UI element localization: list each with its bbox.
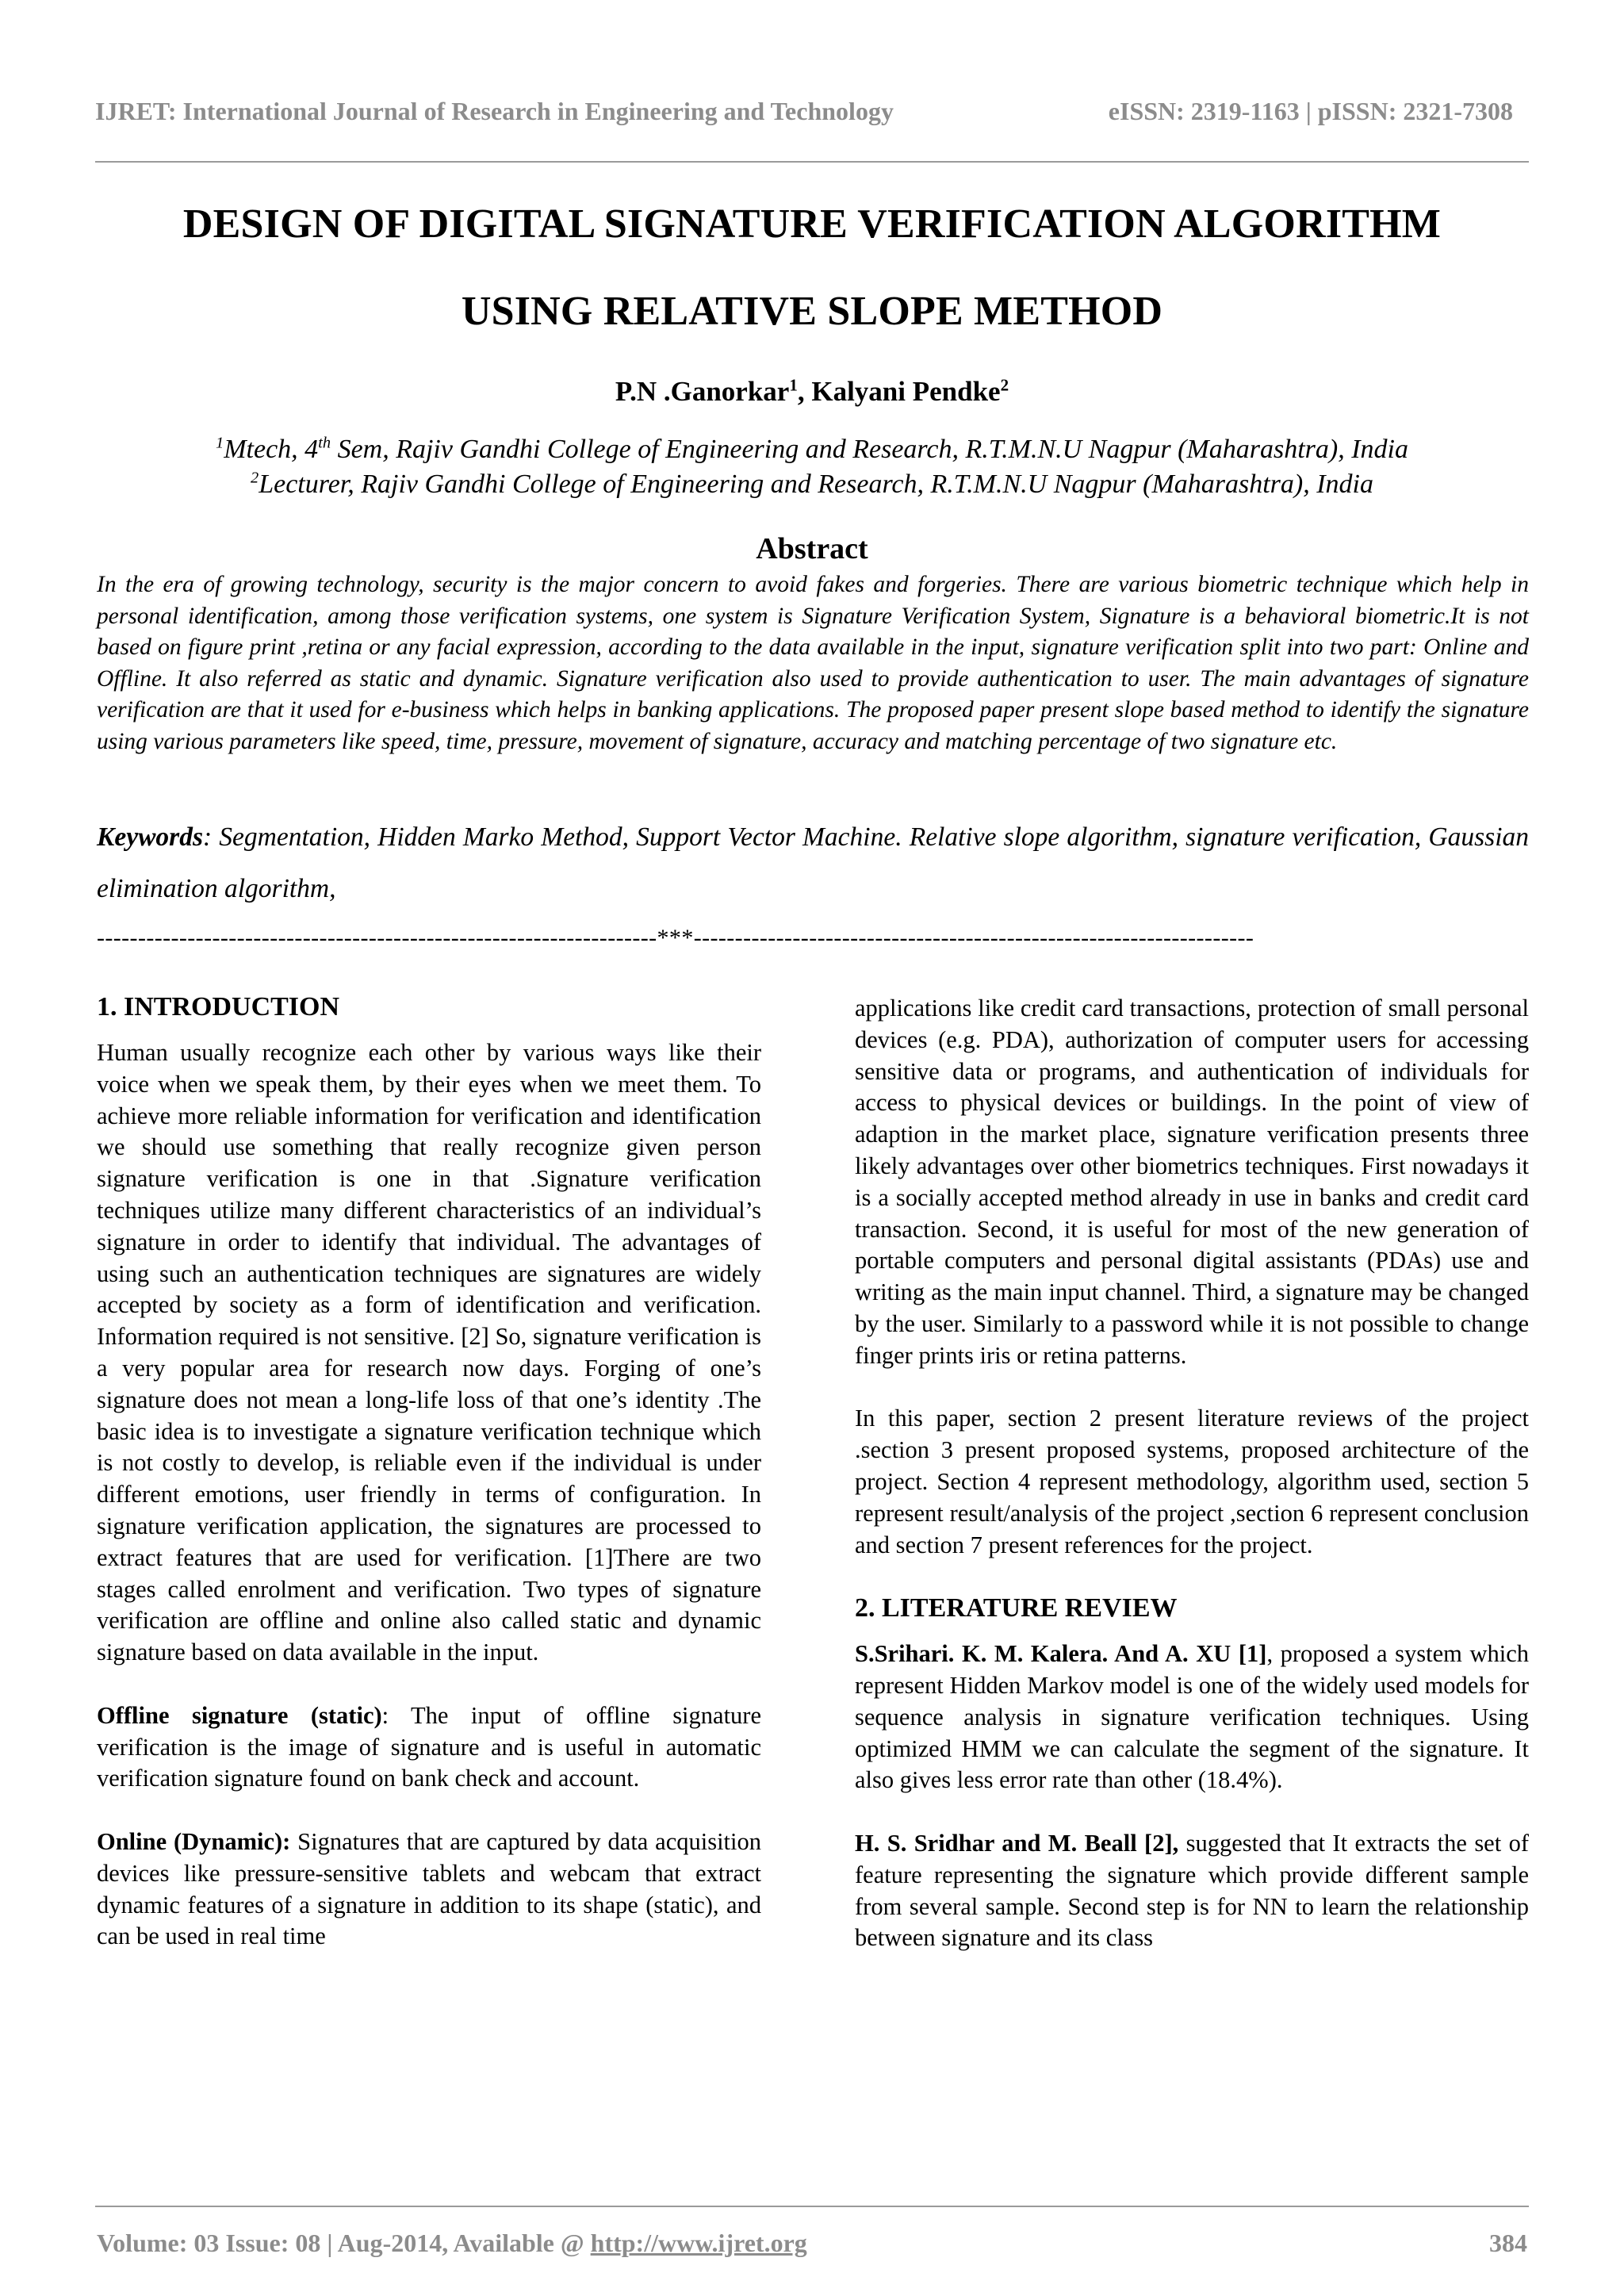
literature-item-1-authors: S.Srihari. K. M. Kalera. And A. XU [1] (855, 1640, 1267, 1668)
footer-volume-text: Volume: 03 Issue: 08 | Aug-2014, Available @ (97, 2229, 591, 2257)
literature-heading: 2. LITERATURE REVIEW (855, 1593, 1178, 1623)
offline-paragraph (97, 1700, 761, 1795)
affiliations (95, 432, 1529, 502)
journal-name: IJRET: International Journal of Research in Engineering and Technology (95, 97, 894, 125)
right-column (855, 993, 1529, 1986)
journal-link[interactable]: http://www.ijret.org (590, 2229, 807, 2257)
footer-rule (95, 2206, 1529, 2207)
author-2-affil: 2 (1000, 375, 1009, 395)
intro-heading: 1. INTRODUCTION (97, 992, 340, 1022)
title-line-2: USING RELATIVE SLOPE METHOD (461, 289, 1163, 334)
affiliation-1-text-b: Sem, Rajiv Gandhi College of Engineering and Research, R.T.M.N.U Nagpur (Maharashtra), India (331, 435, 1408, 464)
affiliation-2 (95, 467, 1529, 502)
offline-label: Offline signature (static) (97, 1701, 382, 1729)
literature-item-1-text: , proposed a system which represent Hidden Markov model is one of the widely used models for sequence analysis in signature verification techniques. Using optimized HMM we can calculate the segment of the signature. It also gives less error rate than other (18.4%). (855, 1640, 1529, 1794)
literature-item-1 (855, 1639, 1529, 1796)
online-text: Signatures that are captured by data acquisition devices like pressure-sensitive tablets and webcam that extract dynamic features of a signature in addition to its shape (static), and can be used in real time (97, 1827, 761, 1950)
author-1-affil: 1 (789, 375, 798, 395)
keywords-label: Keywords (97, 822, 203, 852)
abstract-heading: Abstract (756, 532, 868, 565)
intro-paragraph: Human usually recognize each other by various ways like their voice when we speak them, by their eyes when we meet them. To achieve more reliable information for verification and identification we should use something that really recognize given person signature verification is one in that .Signature verification techniques utilize many different characteristics of an individual’s signature in order to identify that individual. The advantages of using such an authentication techniques are signatures are widely accepted by society as a form of identification and verification. Information required is not sensitive. [2] So, signature verification is a very popular area for research now days. Forging of one’s signature does not mean a long-life loss of that one’s identity .The basic idea is to investigate a signature verification technique which is not costly to develop, is reliable even if the individual is under different emotions, user friendly in terms of configuration. In signature verification application, the signatures are processed to extract features that are used for verification. [1]There are two stages called enrolment and verification. Two types of signature verification are offline and online also called static and dynamic signature based on data available in the input. (97, 1039, 761, 1666)
section-divider: --------------------------------------------------------------------***-------------------------------------------------------------------- (97, 925, 1254, 951)
affiliation-1 (95, 432, 1529, 467)
affiliation-1-ordinal: th (318, 434, 331, 452)
affiliation-1-mark: 1 (216, 434, 224, 452)
issn-info: eISSN: 2319-1163 | pISSN: 2321-7308 (1108, 97, 1513, 125)
left-column (97, 991, 761, 1984)
author-1: P.N .Ganorkar (615, 376, 790, 407)
author-list (95, 376, 1529, 408)
applications-paragraph: applications like credit card transactions, protection of small personal devices (e.g. PDA), authorization of computer users for accessing sensitive data or programs, and authentication of individuals for access to physical devices or buildings. In the point of view of adaption in the market place, signature verification presents three likely advantages over other biometrics techniques. First nowadays it is a socially accepted method already in use in banks and credit card transaction. Second, it is useful for most of the new generation of portable computers and personal digital assistants (PDAs) use and writing as the main input channel. Third, a signature may be changed by the user. Similarly to a password while it is not possible to change finger prints iris or retina patterns. (855, 995, 1529, 1369)
keywords-text: : Segmentation, Hidden Marko Method, Support Vector Machine. Relative slope algorithm, signature verification, Gaussian elimination algorithm, (97, 822, 1529, 903)
author-2: Kalyani Pendke (811, 376, 1001, 407)
literature-item-2-authors: H. S. Sridhar and M. Beall [2], (855, 1829, 1179, 1857)
online-paragraph (97, 1826, 761, 1953)
running-header (95, 97, 1529, 128)
affiliation-1-text-a: Mtech, 4 (224, 435, 319, 464)
footer-volume (97, 2229, 807, 2258)
title-line-1: DESIGN OF DIGITAL SIGNATURE VERIFICATION ALGORITHM (182, 201, 1442, 247)
page-number: 384 (1489, 2229, 1527, 2257)
literature-item-2-text: suggested that It extracts the set of feature representing the signature which provide different sample from several sample. Second step is for NN to learn the relationship between signature and its class (855, 1829, 1529, 1952)
abstract-text: In the era of growing technology, security is the major concern to avoid fakes and forgeries. There are various biometric technique which help in personal identification, among those verification systems, one system is Signature Verification System, Signature is a behavioral biometric.It is not based on figure print ,retina or any facial expression, according to the data available in the input, signature verification split into two part: Online and Offline. It also referred as static and dynamic. Signature verification also used to provide authentication to user. The main advantages of signature verification are that it used for e-business which helps in banking applications. The proposed paper present slope based method to identify the signature using various parameters like speed, time, pressure, movement of signature, accuracy and matching percentage of two signature etc. (97, 572, 1529, 754)
literature-item-2 (855, 1828, 1529, 1954)
offline-text: : The input of offline signature verification is the image of signature and is useful in automatic verification signature found on bank check and account. (97, 1701, 761, 1792)
online-label: Online (Dynamic): (97, 1827, 291, 1855)
affiliation-2-mark: 2 (250, 469, 259, 487)
affiliation-2-text: Lecturer, Rajiv Gandhi College of Engineering and Research, R.T.M.N.U Nagpur (Maharashtra), India (259, 470, 1374, 499)
paper-title (95, 181, 1529, 355)
keywords (97, 811, 1529, 914)
header-rule (95, 161, 1529, 163)
author-separator: , (797, 376, 812, 407)
paper-outline-paragraph: In this paper, section 2 present literature reviews of the project .section 3 present proposed systems, proposed architecture of the project. Section 4 represent methodology, algorithm used, section 5 represent result/analysis of the project ,section 6 represent conclusion and section 7 present references for the project. (855, 1405, 1529, 1558)
